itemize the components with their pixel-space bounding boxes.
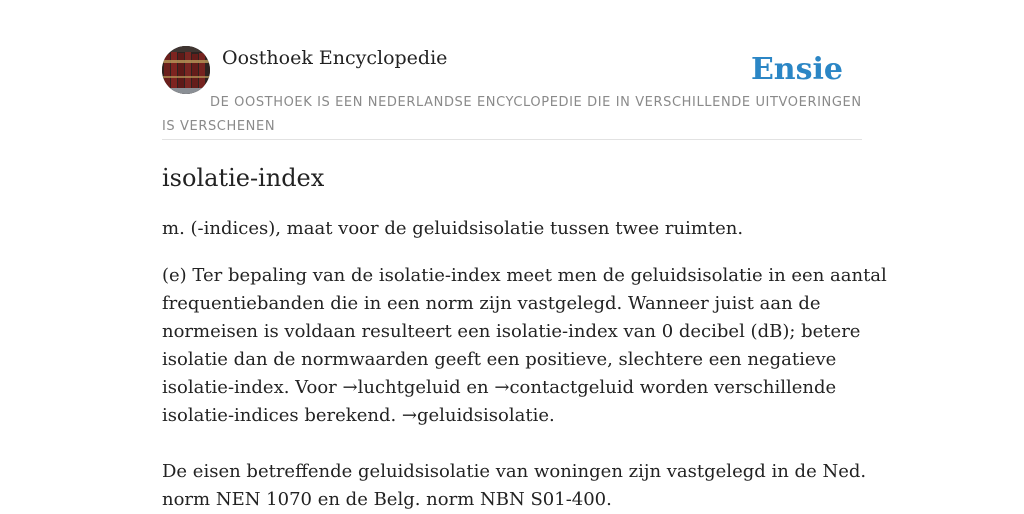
paragraph-gap	[162, 430, 862, 458]
body-line: norm NEN 1070 en de Belg. norm NBN S01-400.	[162, 489, 612, 510]
site-title[interactable]: Oosthoek Encyclopedie	[222, 47, 448, 69]
body-line: (e) Ter bepaling van de isolatie-index meet men de geluidsisolatie in een aantal	[162, 265, 887, 286]
body-line: isolatie dan de normwaarden geeft een positieve, slechtere een negatieve	[162, 349, 837, 370]
brand-logo[interactable]: Ensie	[750, 52, 843, 87]
body-text-fragment: worden verschillende	[634, 377, 837, 398]
encyclopedia-books-icon[interactable]	[162, 46, 210, 94]
body-line: normeisen is voldaan resulteert een isolatie-index van 0 decibel (dB); betere	[162, 321, 861, 342]
body-line: frequentiebanden die in een norm zijn vastgelegd. Wanneer juist aan de	[162, 293, 821, 314]
body-line: De eisen betreffende geluidsisolatie van woningen zijn vastgelegd in de Ned.	[162, 461, 867, 482]
entry-definition: m. (-indices), maat voor de geluidsisolatie tussen twee ruimten.	[162, 218, 744, 239]
entry-content	[162, 160, 887, 514]
entry-title: isolatie-index	[162, 164, 325, 192]
body-text-fragment: en	[460, 377, 495, 398]
xref-link-contactgeluid[interactable]: →contactgeluid	[494, 377, 635, 398]
xref-link-geluidsisolatie[interactable]: →geluidsisolatie	[401, 405, 550, 426]
body-line	[162, 402, 862, 430]
body-text-fragment: isolatie-index. Voor	[162, 377, 343, 398]
body-text-fragment: .	[549, 405, 555, 426]
body-line	[162, 374, 862, 402]
body-text-fragment: isolatie-indices berekend.	[162, 405, 402, 426]
entry-body	[162, 262, 887, 514]
site-tagline: DE OOSTHOEK IS EEN NEDERLANDSE ENCYCLOPEDIE DIE IN VERSCHILLENDE UITVOERINGEN IS VERSCHENEN	[162, 95, 862, 134]
site-header	[162, 46, 862, 140]
xref-link-luchtgeluid[interactable]: →luchtgeluid	[342, 377, 461, 398]
